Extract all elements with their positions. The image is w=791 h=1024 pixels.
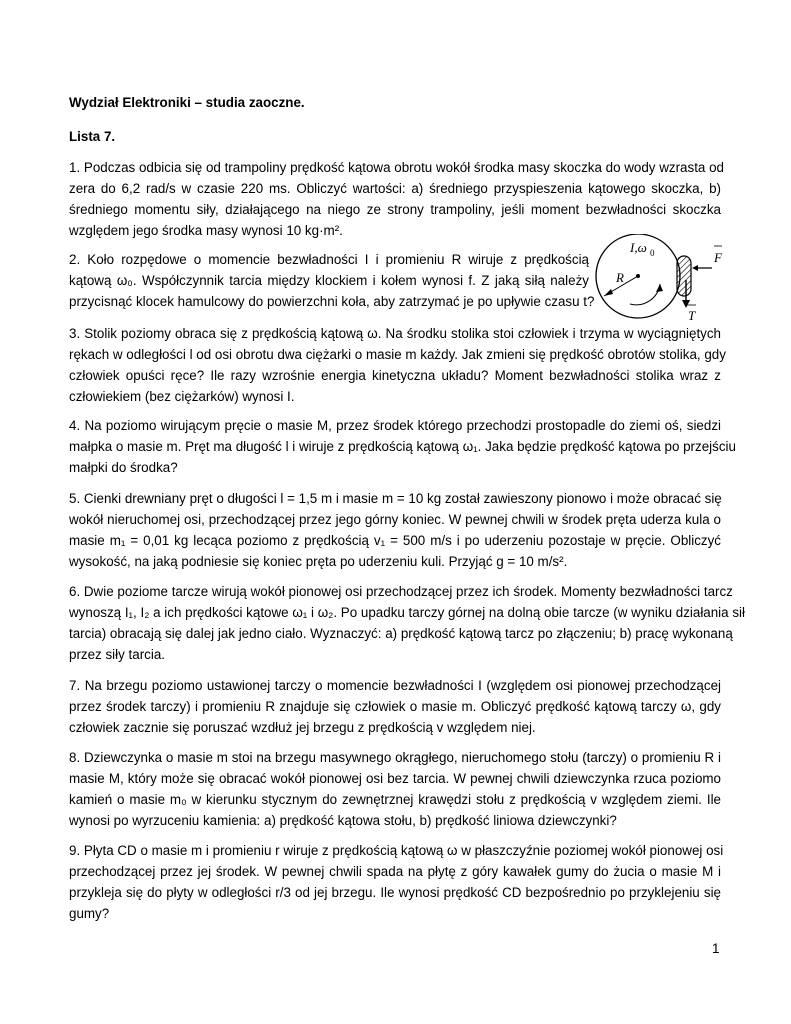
problem-6-line-4: przez siły tarcia. [69, 647, 165, 662]
problem-4 [69, 415, 736, 478]
problem-2 [69, 249, 595, 312]
problem-2-line-1: 2. Koło rozpędowe o momencie bezwładności I i promieniu R wiruje z prędkością [69, 252, 589, 267]
problem-8-line-3: kamień o masie m₀ w kierunku stycznym do zewnętrznej krawędzi stołu z prędkością v względem ziemi. Ile [69, 792, 721, 807]
problem-9-line-4: gumy? [69, 906, 110, 921]
problem-5-line-1: 5. Cienki drewniany pręt o długości l = 1,5 m i masie m = 10 kg został zawieszony pionowo i może obracać się [69, 491, 722, 506]
rotation-arc [630, 284, 660, 305]
page-number: 1 [712, 941, 720, 956]
problem-3-line-4: człowiekiem (bez ciężarków) wynosi I. [69, 389, 295, 404]
problem-1-line-4: względem jego środka masy wynosi 10 kg·m². [69, 223, 343, 238]
force-F-arrowhead [692, 265, 698, 271]
problem-4-line-2: małpka o masie m. Pręt ma długość l i wiruje z prędkością kątową ω₁. Jaka będzie prędkość kątowa po przejściu [69, 439, 736, 454]
problem-8 [69, 747, 721, 831]
brake-block [677, 256, 691, 296]
problem-6-line-2: wynoszą I₁, I₂ a ich prędkości kątowe ω₁ i ω₂. Po upadku tarczy górnej na dolną obie tarcze (w wyniku działania sił [69, 605, 745, 620]
problem-5 [69, 488, 721, 572]
problem-1-line-3: średniego momentu siły, działającego na niego ze strony trampoliny, jeśli moment bezwładności skoczka [69, 202, 721, 217]
problem-9 [69, 840, 724, 924]
list-heading: Lista 7. [69, 129, 116, 144]
force-F-label: F [714, 250, 722, 265]
force-T-arrowhead [682, 300, 690, 308]
problem-2-line-2: kątową ω₀. Współczynnik tarcia między klockiem i kołem wynosi f. Z jaką siłą należy [69, 273, 589, 288]
problem-9-line-2: przechodzącej przez jej środek. W pewnej chwili spada na płytę z góry kawałek gumy do żucia o masie M i [69, 864, 721, 879]
problem-3-line-1: 3. Stolik poziomy obraca się z prędkością kątową ω. Na środku stolika stoi człowiek i trzyma w wyciągniętych [69, 326, 721, 341]
problem-5-line-4: wysokość, na jaką podniesie się koniec pręta po uderzeniu kuli. Przyjąć g = 10 m/s². [69, 554, 568, 569]
problem-7-line-3: człowiek zacznie się poruszać wzdłuż jej brzegu z prędkością v względem niej. [69, 720, 536, 735]
problem-1-line-2: zera do 6,2 rad/s w czasie 220 ms. Obliczyć wartości: a) średniego przyspieszenia kątowego skoczka, b) [69, 181, 721, 196]
problem-3-line-2: rękach w odległości l od osi obrotu dwa ciężarki o masie m każdy. Jak zmieni się prędkość obrotów stolika, gdy [69, 347, 726, 362]
problem-5-line-3: masie m₁ = 0,01 kg lecąca poziomo z prędkością v₁ = 500 m/s i po uderzeniu pozostaje w pręcie. Obliczyć [69, 533, 721, 548]
problem-1 [69, 157, 724, 241]
flywheel-diagram [590, 234, 740, 324]
problem-7 [69, 675, 721, 738]
problem-7-line-1: 7. Na brzegu poziomo ustawionej tarczy o momencie bezwładności I (względem osi pionowej przechodzącej [69, 678, 721, 693]
force-T-label: T [688, 308, 696, 323]
rotation-arrowhead [656, 284, 663, 292]
problem-8-line-2: masie M, który może się obracać wokół pionowej osi bez tarcia. W pewnej chwili dziewczynka rzuca poziomo [69, 771, 721, 786]
problem-8-line-1: 8. Dziewczynka o masie m stoi na brzegu masywnego okrągłego, nieruchomego stołu (tarczy) o promieniu R i [69, 750, 721, 765]
problem-2-line-3: przycisnąć klocek hamulcowy do powierzchni koła, aby zatrzymać je po upływie czasu t? [69, 294, 595, 309]
inertia-sub-label: 0 [650, 248, 655, 258]
flywheel-figure [590, 234, 740, 327]
radius-arrowhead [604, 289, 613, 296]
problem-6 [69, 581, 745, 665]
problem-4-line-3: małpki do środka? [69, 460, 178, 475]
radius-label: R [616, 270, 624, 285]
problem-5-line-2: wokół nieruchomej osi, przechodzącej przez jego górny koniec. W pewnej chwili w środek pręta uderza kula o [69, 512, 721, 527]
problem-8-line-4: wynosi po wyrzuceniu kamienia: a) prędkość kątowa stołu, b) prędkość liniowa dziewczynki? [69, 813, 617, 828]
problem-3-line-3: człowiek opuści ręce? Ile razy wzrośnie energia kinetyczna układu? Moment bezwładności stolika wraz z [69, 368, 721, 383]
problem-4-line-1: 4. Na poziomo wirującym pręcie o masie M, przez środek którego przechodzi prostopadle do ziemi oś, siedzi [69, 418, 721, 433]
problem-6-line-3: tarcia) obracają się dalej jak jedno ciało. Wyznaczyć: a) prędkość kątową tarcz po złączeniu; b) pracę wykonaną [69, 626, 733, 641]
problem-9-line-1: 9. Płyta CD o masie m i promieniu r wiruje z prędkością kątową ω w płaszczyźnie poziomej wokół pionowej osi [69, 843, 724, 858]
document-title: Wydział Elektroniki – studia zaoczne. [69, 95, 305, 110]
problem-6-line-1: 6. Dwie poziome tarcze wirują wokół pionowej osi przechodzącej przez ich środek. Momenty bezwładności tarcz [69, 584, 733, 599]
problem-7-line-2: przez środek tarczy) i promieniu R znajduje się człowiek o masie m. Obliczyć prędkość kątową tarczy ω, gdy [69, 699, 721, 714]
problem-1-line-1: 1. Podczas odbicia się od trampoliny prędkość kątowa obrotu wokół środka masy skoczka do wody wzrasta od [69, 160, 724, 175]
inertia-label: I,ω [630, 240, 647, 255]
problem-9-line-3: przykleja się do płyty w odległości r/3 od jej brzegu. Ile wynosi prędkość CD bezpośrednio po przyklejeniu się [69, 885, 721, 900]
problem-3 [69, 323, 726, 407]
